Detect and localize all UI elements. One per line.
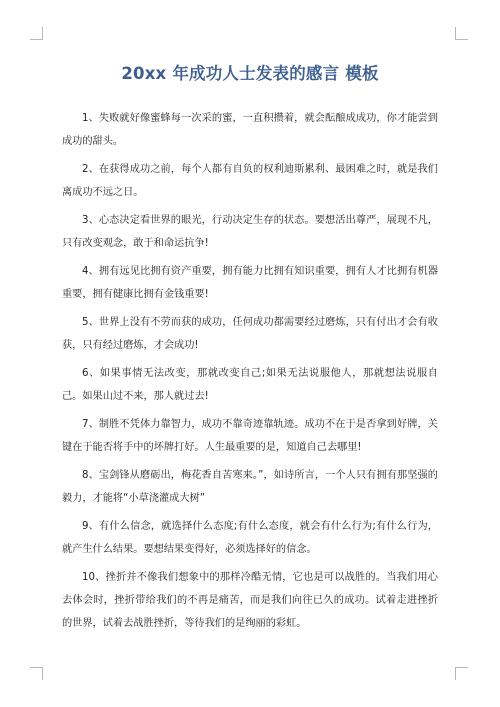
document-title: 20xx 年成功人士发表的感言 模板 bbox=[121, 64, 379, 83]
paragraph-1: 1、失败就好像蜜蜂每一次采的蜜，一直积攒着，就会酝酿成成功，你才能尝到成功的甜头。 bbox=[62, 113, 438, 148]
paragraph-10: 10、挫折并不像我们想象中的那样冷酷无情，它也是可以战胜的。当我们用心去体会时，挫折带给我们的不再是痛苦，而是我们向往已久的成功。试着走进挫折的世界，试着去战胜挫折，等待我们的是绚丽的彩虹。 bbox=[62, 572, 438, 630]
crop-mark-top-left bbox=[30, 27, 43, 40]
paragraph-3: 3、心态决定看世界的眼光，行动决定生存的状态。要想活出尊严，展现不凡，只有改变观念，敢于和命运抗争! bbox=[62, 215, 438, 250]
paragraph-5: 5、世界上没有不劳而获的成功，任何成功都需要经过磨炼，只有付出才会有收获，只有经过磨炼，才会成功! bbox=[62, 317, 438, 352]
crop-mark-bottom-right bbox=[455, 667, 468, 680]
paragraph-6: 6、如果事情无法改变，那就改变自己;如果无法说服他人，那就想法说服自己。如果山过不来，那人就过去! bbox=[62, 368, 438, 403]
paragraph-9: 9、有什么信念，就选择什么态度;有什么态度，就会有什么行为;有什么行为，就产生什么结果。要想结果变得好，必须选择好的信念。 bbox=[62, 521, 438, 556]
paragraph-4: 4、拥有远见比拥有资产重要，拥有能力比拥有知识重要，拥有人才比拥有机器重要，拥有健康比拥有金钱重要! bbox=[62, 266, 438, 301]
crop-mark-bottom-left bbox=[30, 667, 43, 680]
paragraph-7: 7、制胜不凭体力靠智力，成功不靠奇迹靠轨迹。成功不在于是否拿到好牌，关键在于能否将手中的坏牌打好。人生最重要的是，知道自己去哪里! bbox=[62, 419, 438, 454]
document-body bbox=[62, 107, 438, 640]
paragraph-2: 2、在获得成功之前，每个人都有自负的权利迪斯累利、最困难之时，就是我们离成功不远之日。 bbox=[62, 164, 438, 199]
crop-mark-top-right bbox=[455, 27, 468, 40]
paragraph-8: 8、宝剑锋从磨砺出，梅花香自苦寒来。”，如诗所言，一个人只有拥有那坚强的毅力，才能将“小草浇灌成大树” bbox=[62, 470, 438, 505]
